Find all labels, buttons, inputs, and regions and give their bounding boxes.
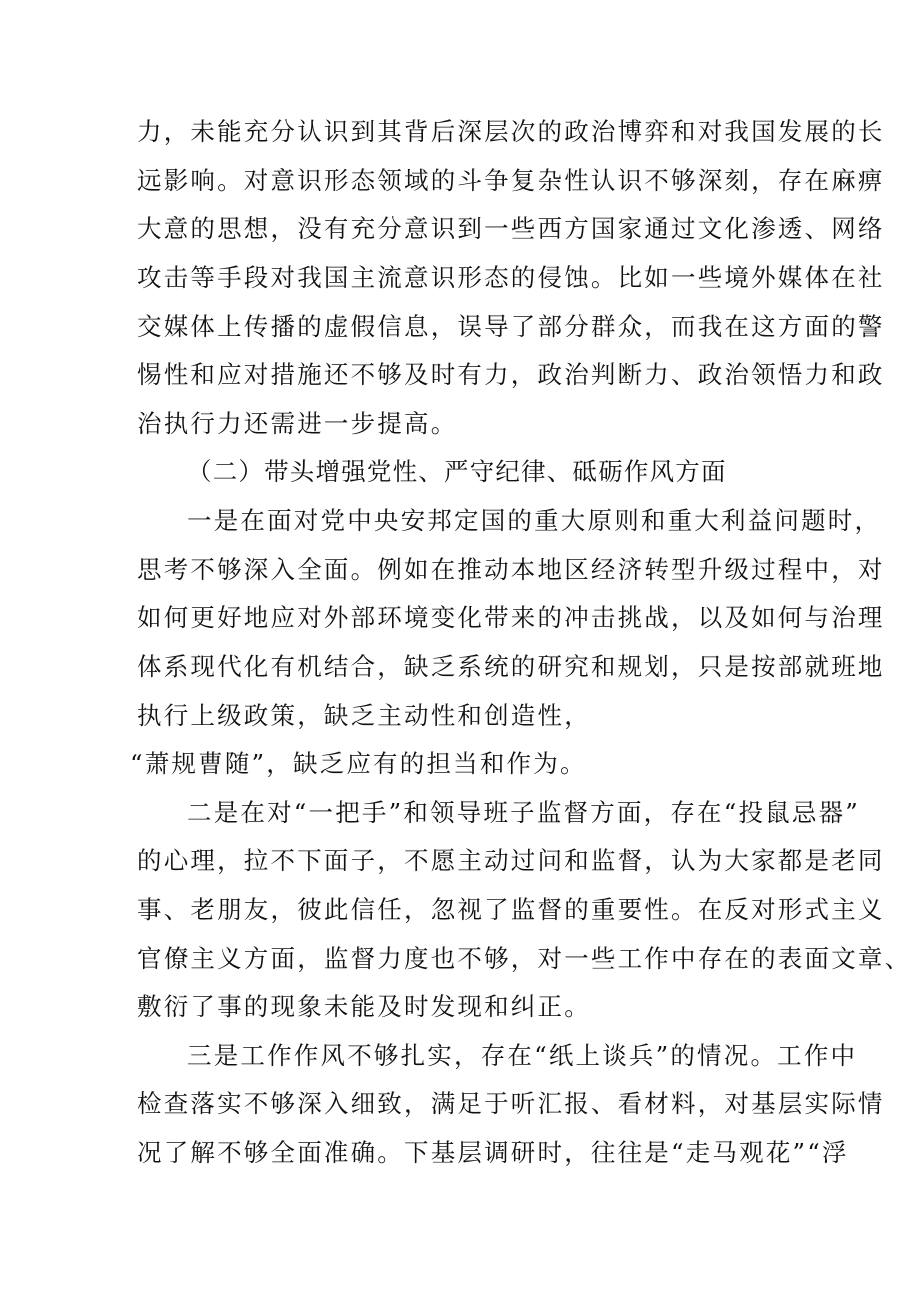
intro-line-6: 惕性和应对措施还不够及时有力，政治判断力、政治领悟力和政 [137,360,885,389]
intro-line-4: 攻击等手段对我国主流意识形态的侵蚀。比如一些境外媒体在社 [137,263,885,292]
section-heading: （二）带头增强党性、严守纪律、砥砺作风方面 [187,457,727,486]
para2-line-2: 的心理，拉不下面子，不愿主动过问和监督，认为大家都是老同 [137,846,885,875]
para2-line-1: 二是在对“一把手”和领导班子监督方面，存在“投鼠忌器” [187,798,860,827]
para1-line-6: “萧规曹随”，缺乏应有的担当和作为。 [130,749,587,778]
intro-line-1: 力，未能充分认识到其背后深层次的政治博弈和对我国发展的长 [137,117,885,146]
para1-line-3: 如何更好地应对外部环境变化带来的冲击挑战，以及如何与治理 [137,603,885,632]
para1-line-1: 一是在面对党中央安邦定国的重大原则和重大利益问题时， [187,506,882,535]
intro-line-7: 治执行力还需进一步提高。 [137,409,458,438]
intro-line-2: 远影响。对意识形态领域的斗争复杂性认识不够深刻，存在麻痹 [137,166,885,195]
para3-line-2: 检查落实不够深入细致，满足于听汇报、看材料，对基层实际情 [137,1089,885,1118]
para2-line-3: 事、老朋友，彼此信任，忽视了监督的重要性。在反对形式主义 [137,895,885,924]
para3-line-1: 三是工作作风不够扎实，存在“纸上谈兵”的情况。工作中 [187,1041,858,1070]
para2-line-5: 敷衍了事的现象未能及时发现和纠正。 [137,992,591,1021]
intro-line-3: 大意的思想，没有充分意识到一些西方国家通过文化渗透、网络 [137,214,885,243]
para1-line-4: 体系现代化有机结合，缺乏系统的研究和规划，只是按部就班地 [137,652,885,681]
para3-line-3: 况了解不够全面准确。下基层调研时，往往是“走马观花”“浮 [137,1138,849,1167]
para1-line-5: 执行上级政策，缺乏主动性和创造性， [137,701,591,730]
para1-line-2: 思考不够深入全面。例如在推动本地区经济转型升级过程中，对 [137,555,885,584]
intro-line-5: 交媒体上传播的虚假信息，误导了部分群众，而我在这方面的警 [137,312,885,341]
para2-line-4: 官僚主义方面，监督力度也不够，对一些工作中存在的表面文章、 [137,944,912,973]
